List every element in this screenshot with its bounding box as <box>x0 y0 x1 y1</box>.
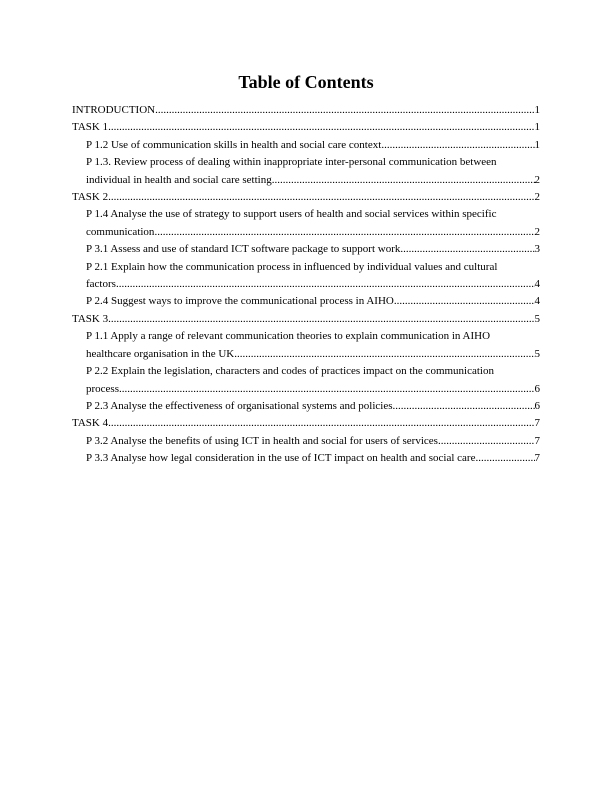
toc-entry-text-line: P 2.2 Explain the legislation, characters and codes of practices impact on the communication <box>86 365 494 378</box>
dot-leader <box>108 311 534 328</box>
toc-page-number: 5 <box>534 347 540 360</box>
toc-entry-text-line: P 2.1 Explain how the communication process in influenced by individual values and cultural <box>86 260 498 273</box>
toc-entry-label: TASK 4 <box>72 417 109 430</box>
toc-page-number: 2 <box>534 173 540 186</box>
toc-entry-label: P 2.4 Suggest ways to improve the communicational process in AIHO <box>86 295 394 308</box>
toc-entry[interactable] <box>72 119 540 136</box>
toc-entry-label: individual in health and social care setting <box>86 173 272 186</box>
toc-page-number: 1 <box>534 121 540 134</box>
toc-entry-row <box>72 102 540 119</box>
dot-leader <box>234 346 534 363</box>
toc-page-number: 2 <box>534 225 540 238</box>
toc-page-number: 7 <box>534 417 540 430</box>
toc-entry[interactable] <box>72 241 540 258</box>
toc-entry[interactable] <box>72 293 540 310</box>
dot-leader <box>438 433 535 450</box>
toc-entry-row <box>86 433 540 450</box>
toc-entry-label: factors <box>86 278 116 291</box>
toc-page-number: 6 <box>534 399 540 412</box>
toc-entry-row <box>86 276 540 293</box>
toc-entry-label: TASK 1 <box>72 121 109 134</box>
toc-entry-row <box>72 311 540 328</box>
toc-entry[interactable] <box>72 328 540 363</box>
toc-entry-row <box>86 137 540 154</box>
toc-entry[interactable] <box>72 154 540 189</box>
dot-leader <box>108 189 534 206</box>
toc-entry-label: P 3.2 Analyse the benefits of using ICT in health and social for users of services <box>86 434 438 447</box>
dot-leader <box>155 102 534 119</box>
toc-entry[interactable] <box>72 189 540 206</box>
toc-entry-row <box>86 398 540 415</box>
toc-entry-label: process <box>86 382 119 395</box>
toc-entry[interactable] <box>72 102 540 119</box>
toc-entry-label: P 2.3 Analyse the effectiveness of organisational systems and policies <box>86 399 393 412</box>
toc-entry-row <box>86 450 540 467</box>
toc-page-number: 5 <box>534 312 540 325</box>
toc-entry[interactable] <box>72 259 540 294</box>
dot-leader <box>400 241 534 258</box>
toc-entry-label: TASK 2 <box>72 191 109 204</box>
toc-entry-row <box>86 381 540 398</box>
toc-entry-label: P 3.1 Assess and use of standard ICT software package to support work <box>86 243 401 256</box>
dot-leader <box>393 398 535 415</box>
dot-leader <box>154 224 534 241</box>
toc-page-number: 7 <box>534 434 540 447</box>
toc-page-number: 1 <box>534 104 540 116</box>
toc-entry[interactable] <box>72 433 540 450</box>
dot-leader <box>108 415 534 432</box>
toc-entry[interactable] <box>72 363 540 398</box>
toc-entry-label: INTRODUCTION <box>72 104 156 116</box>
toc-entry[interactable] <box>72 206 540 241</box>
dot-leader <box>116 276 535 293</box>
toc-page-number: 4 <box>534 278 540 291</box>
toc-entry[interactable] <box>72 137 540 154</box>
toc-page-number: 4 <box>534 295 540 308</box>
toc-page-number: 6 <box>534 382 540 395</box>
toc-entry-row <box>86 172 540 189</box>
toc-page-number: 1 <box>534 138 540 151</box>
toc-page-number: 2 <box>534 191 540 204</box>
toc-entry-row <box>86 224 540 241</box>
toc-entry-text-line: P 1.4 Analyse the use of strategy to support users of health and social services within specific <box>86 208 497 221</box>
toc-entry[interactable] <box>72 311 540 328</box>
dot-leader <box>394 293 535 310</box>
dot-leader <box>108 119 534 136</box>
toc-entry-label: healthcare organisation in the UK <box>86 347 235 360</box>
toc-page-number: 3 <box>534 243 540 256</box>
toc-page-number: 7 <box>534 452 540 465</box>
toc-entry[interactable] <box>72 450 540 467</box>
toc-entry-row <box>86 293 540 310</box>
toc-entry-row <box>86 241 540 258</box>
toc-entry[interactable] <box>72 415 540 432</box>
toc-entry[interactable] <box>72 398 540 415</box>
toc-entry-label: communication <box>86 225 155 238</box>
table-of-contents <box>72 102 540 468</box>
dot-leader <box>475 450 534 467</box>
toc-entry-label: P 3.3 Analyse how legal consideration in the use of ICT impact on health and social care <box>86 452 476 465</box>
toc-entry-row <box>72 415 540 432</box>
dot-leader <box>272 172 535 189</box>
dot-leader <box>119 381 535 398</box>
page-title: Table of Contents <box>238 72 374 92</box>
toc-entry-label: P 1.2 Use of communication skills in health and social care context <box>86 138 382 151</box>
toc-entry-text-line: P 1.3. Review process of dealing within inappropriate inter-personal communication between <box>86 156 497 169</box>
dot-leader <box>381 137 534 154</box>
toc-entry-row <box>72 119 540 136</box>
toc-entry-row <box>86 346 540 363</box>
toc-entry-label: TASK 3 <box>72 312 109 325</box>
toc-entry-text-line: P 1.1 Apply a range of relevant communication theories to explain communication in AIHO <box>86 330 491 343</box>
toc-entry-row <box>72 189 540 206</box>
